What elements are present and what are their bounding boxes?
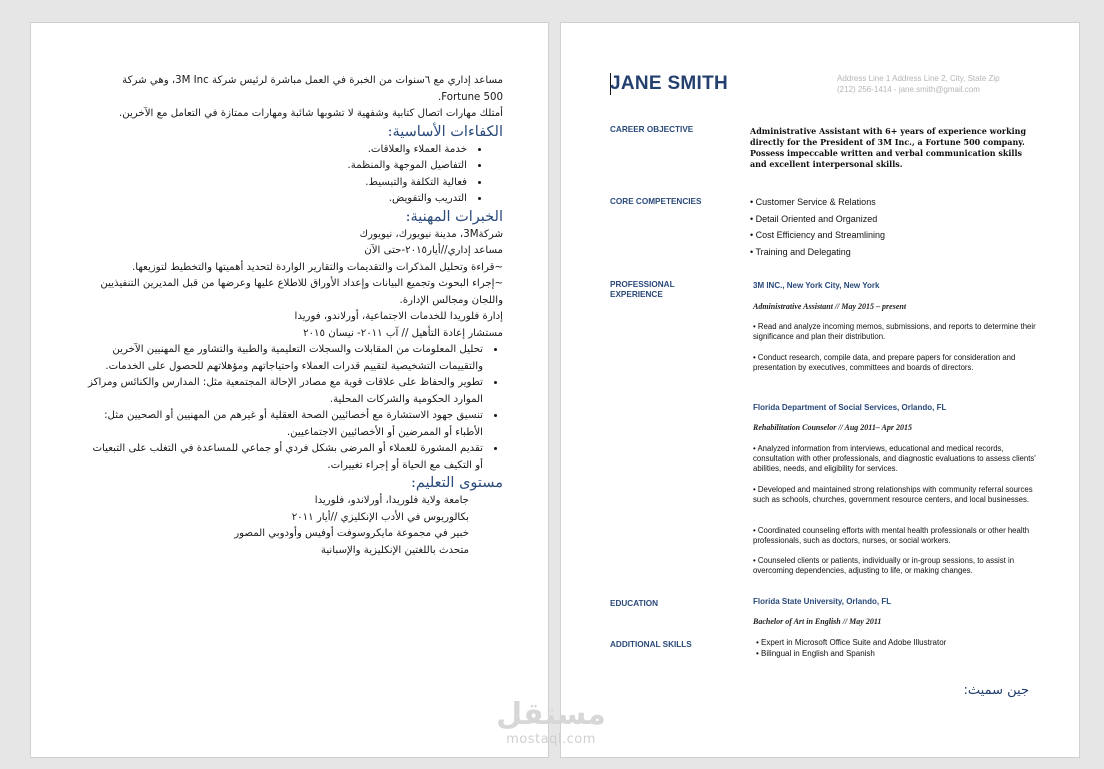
- arabic-intro-1: مساعد إداري مع ٦سنوات من الخبرة في العمل مباشرة لرئيس شركة 3M Inc، وهي شركة Fortune 500.: [122, 75, 503, 103]
- job1-role: Administrative Assistant // May 2015 – present: [753, 302, 907, 311]
- list-item: • تحليل المعلومات من المقابلات والسجلات التعليمية والطبية والتشاور مع المهنيين الآخرين والتقييمات التشخيصية لتقييم قدرات العملاء واحتياجاتهم ومؤهلاتهم للحصول على الخدمات.: [86, 342, 485, 375]
- address-line: Address Line 1 Address Line 2, City, State Zip: [837, 74, 1000, 83]
- watermark-arabic: مستقل: [496, 697, 606, 732]
- objective-text: Administrative Assistant with 6+ years of experience working directly for the President of 3M Inc., a Fortune 500 company. Possess impeccable written and verbal communication skills and excellent interpersonal skills.: [750, 126, 1027, 169]
- section-professional-experience: PROFESSIONAL EXPERIENCE: [610, 280, 675, 299]
- arabic-skill-2: متحدث باللغتين الإنكليزية والإسبانية: [320, 544, 469, 556]
- section-additional-skills: ADDITIONAL SKILLS: [610, 640, 692, 649]
- arabic-job2-bullets: [86, 342, 503, 474]
- arabic-job2-company: إدارة فلوريدا للخدمات الاجتماعية، أورلاندو، فوريدا: [294, 311, 503, 322]
- list-item: • تقديم المشورة للعملاء أو المرضى بشكل فردي أو جماعي للمساعدة في التغلب على التبعيات أو التكيف مع الحياة أو إجراء تغييرات.: [86, 441, 485, 474]
- arabic-education-heading: مستوى التعليم:: [410, 475, 503, 491]
- education-degree: Bachelor of Art in English // May 2011: [753, 617, 882, 626]
- arabic-experience-heading: الخبرات المهنية:: [405, 208, 503, 225]
- list-item: • التفاصيل الموجهة والمنظمة.: [86, 158, 469, 175]
- list-item: • Customer Service & Relations: [750, 197, 876, 207]
- list-item: • التدريب والتفويض.: [86, 191, 469, 208]
- arabic-education-block: [86, 493, 503, 559]
- arabic-competencies-list: [86, 142, 503, 208]
- arabic-job1-title: مساعد إداري//أيار٢٠١٥-حتى الآن: [364, 245, 503, 256]
- contact-line: (212) 256-1414 - jane.smith@gmail.com: [837, 85, 980, 94]
- list-item: • خدمة العملاء والعلاقات.: [86, 142, 469, 159]
- arabic-edu-degree: بكالوريوس في الأدب الإنكليزي //أيار ٢٠١١: [291, 511, 469, 523]
- job2-bullet-4: • Counseled clients or patients, individually or in-group sessions, to assist in overcoming dependencies, adjusting to life, or making changes.: [753, 556, 1015, 575]
- list-item: • Expert in Microsoft Office Suite and Adobe Illustrator: [756, 638, 947, 647]
- arabic-job1-line1: ~قراءة وتحليل المذكرات والتقديمات والتقارير الواردة لتحديد أهميتها والتخطيط لتوزيعها.: [132, 261, 503, 273]
- section-career-objective: CAREER OBJECTIVE: [610, 125, 694, 134]
- list-item: • فعالية التكلفة والتبسيط.: [86, 175, 469, 192]
- arabic-resume-content: [86, 73, 503, 559]
- competency-list: [750, 194, 885, 260]
- arabic-job2-title: مستشار إعادة التأهيل // آب ٢٠١١- نيسان ٢٠١٥: [303, 327, 503, 339]
- arabic-intro-2: أمتلك مهارات اتصال كتابية وشفهية لا تشوبها شائبة ومهارات ممتازة في التعامل مع الآخرين.: [118, 108, 503, 119]
- arabic-resume-page: [30, 22, 549, 758]
- education-school: Florida State University, Orlando, FL: [753, 597, 892, 606]
- job2-bullet-2: • Developed and maintained strong relationships with community referral sources such as schools, churches, government resource centers, and local businesses.: [753, 485, 1033, 504]
- section-core-competencies: CORE COMPETENCIES: [610, 197, 702, 206]
- arabic-skill-1: خبير في مجموعة مايكروسوفت أوفيس وأودوبي المصور: [234, 528, 469, 539]
- list-item: • تطوير والحفاظ على علاقات قوية مع مصادر الإحالة المجتمعية مثل: المدارس والكنائس ومراكز الموارد الحكومية والشركات المحلية.: [86, 375, 485, 408]
- arabic-edu-school: جامعة ولاية فلوريدا، أورلاندو، فلوريدا: [314, 495, 469, 506]
- list-item: • Cost Efficiency and Streamlining: [750, 230, 886, 240]
- list-item: • تنسيق جهود الاستشارة مع أخصائيين الصحة العقلية أو غيرهم من المهنيين أو الصحيين مثل: الأطباء أو الممرضين أو الأخصائيين الاجتماعيين.: [86, 408, 485, 441]
- list-item: • Detail Oriented and Organized: [750, 213, 878, 224]
- list-item: • Bilingual in English and Spanish: [756, 648, 875, 658]
- list-item: • Training and Delegating: [750, 246, 851, 257]
- arabic-name-heading: جين سميث:: [963, 683, 1029, 698]
- contact-block: [837, 73, 1000, 95]
- job2-role: Rehabilitation Counselor // Aug 2011– Apr 2015: [753, 423, 912, 432]
- watermark-url: mostaql.com: [506, 732, 596, 747]
- job1-company: 3M INC., New York City, New York: [753, 281, 880, 290]
- job1-bullet-1: • Read and analyze incoming memos, submissions, and reports to determine their significance and plan their distribution.: [753, 322, 1036, 341]
- english-resume-page: [560, 22, 1080, 758]
- job2-bullet-3: • Coordinated counseling efforts with mental health professionals or other health professionals, such as doctors, nurses, or social workers.: [753, 526, 1030, 545]
- job2-company: Florida Department of Social Services, Orlando, FL: [753, 403, 947, 412]
- job1-bullet-2: • Conduct research, compile data, and prepare papers for consideration and presentation by executives, committees and boards of directors.: [753, 353, 1016, 372]
- section-education: EDUCATION: [610, 599, 659, 608]
- skills-list: [756, 638, 946, 659]
- arabic-competencies-heading: الكفاءات الأساسية:: [387, 123, 503, 140]
- job2-bullet-1: • Analyzed information from interviews, educational and medical records, consultation with other professionals, and diagnostic evaluations to assess clients' abilities, needs, and eligibility for services.: [753, 444, 1036, 473]
- mostaql-watermark: [486, 698, 616, 747]
- arabic-job1-company: شركة3M، مدينة نيويورك، نيويورك: [359, 228, 503, 240]
- arabic-job1-line2: ~إجراء البحوث وتجميع البيانات وإعداد الأوراق للاطلاع عليها وعرضها من قبل المديرين التنفيذيين واللجان ومجالس الإدارة.: [100, 278, 503, 306]
- resume-name[interactable]: JANE SMITH: [610, 73, 729, 94]
